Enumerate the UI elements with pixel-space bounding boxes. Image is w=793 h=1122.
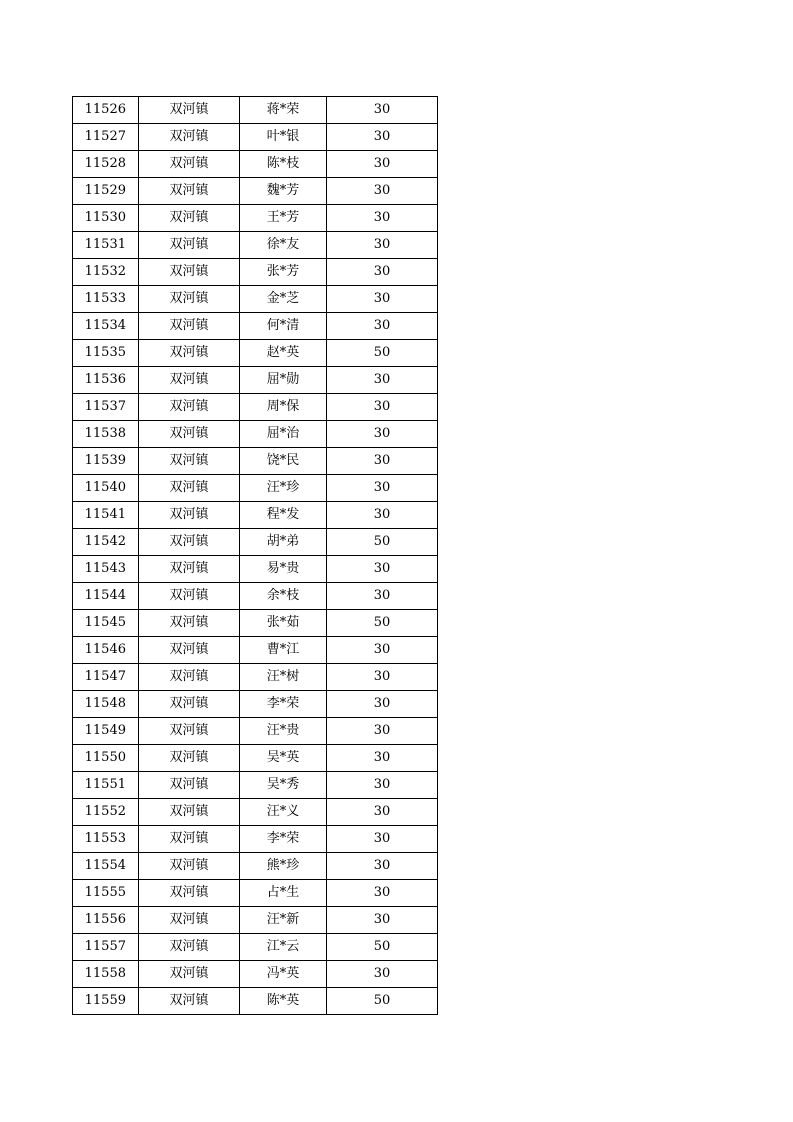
cell-town: 双河镇 <box>139 502 240 529</box>
cell-town: 双河镇 <box>139 934 240 961</box>
cell-id: 11558 <box>73 961 139 988</box>
table-row <box>73 232 438 259</box>
cell-amount: 30 <box>327 421 438 448</box>
cell-id: 11559 <box>73 988 139 1015</box>
cell-id: 11551 <box>73 772 139 799</box>
cell-amount: 30 <box>327 799 438 826</box>
cell-amount: 30 <box>327 853 438 880</box>
cell-id: 11537 <box>73 394 139 421</box>
table-row <box>73 961 438 988</box>
cell-amount: 30 <box>327 691 438 718</box>
cell-town: 双河镇 <box>139 718 240 745</box>
cell-town: 双河镇 <box>139 799 240 826</box>
cell-amount: 50 <box>327 934 438 961</box>
cell-id: 11544 <box>73 583 139 610</box>
cell-town: 双河镇 <box>139 313 240 340</box>
cell-town: 双河镇 <box>139 367 240 394</box>
cell-name: 胡*弟 <box>240 529 327 556</box>
cell-amount: 30 <box>327 502 438 529</box>
cell-amount: 50 <box>327 340 438 367</box>
cell-name: 陈*英 <box>240 988 327 1015</box>
cell-name: 汪*义 <box>240 799 327 826</box>
cell-amount: 30 <box>327 205 438 232</box>
cell-name: 何*清 <box>240 313 327 340</box>
cell-id: 11532 <box>73 259 139 286</box>
table-row <box>73 745 438 772</box>
cell-name: 饶*民 <box>240 448 327 475</box>
roster-table-body <box>73 97 438 1015</box>
table-row <box>73 799 438 826</box>
cell-amount: 30 <box>327 961 438 988</box>
cell-id: 11528 <box>73 151 139 178</box>
cell-amount: 30 <box>327 367 438 394</box>
cell-name: 冯*英 <box>240 961 327 988</box>
cell-amount: 30 <box>327 826 438 853</box>
cell-id: 11541 <box>73 502 139 529</box>
cell-town: 双河镇 <box>139 205 240 232</box>
cell-name: 屈*勋 <box>240 367 327 394</box>
cell-amount: 30 <box>327 151 438 178</box>
cell-name: 易*贵 <box>240 556 327 583</box>
table-row <box>73 826 438 853</box>
cell-id: 11527 <box>73 124 139 151</box>
cell-id: 11543 <box>73 556 139 583</box>
cell-id: 11530 <box>73 205 139 232</box>
cell-id: 11539 <box>73 448 139 475</box>
cell-id: 11553 <box>73 826 139 853</box>
cell-amount: 30 <box>327 313 438 340</box>
cell-id: 11556 <box>73 907 139 934</box>
cell-town: 双河镇 <box>139 97 240 124</box>
cell-name: 李*荣 <box>240 691 327 718</box>
cell-town: 双河镇 <box>139 232 240 259</box>
cell-name: 金*芝 <box>240 286 327 313</box>
table-row <box>73 205 438 232</box>
cell-name: 李*荣 <box>240 826 327 853</box>
cell-name: 吴*秀 <box>240 772 327 799</box>
table-row <box>73 313 438 340</box>
cell-name: 赵*英 <box>240 340 327 367</box>
cell-town: 双河镇 <box>139 907 240 934</box>
table-row <box>73 367 438 394</box>
cell-amount: 30 <box>327 259 438 286</box>
cell-amount: 30 <box>327 772 438 799</box>
table-row <box>73 637 438 664</box>
table-row <box>73 583 438 610</box>
cell-town: 双河镇 <box>139 340 240 367</box>
cell-id: 11549 <box>73 718 139 745</box>
cell-name: 蒋*荣 <box>240 97 327 124</box>
table-row <box>73 124 438 151</box>
cell-amount: 30 <box>327 97 438 124</box>
cell-id: 11531 <box>73 232 139 259</box>
cell-name: 汪*树 <box>240 664 327 691</box>
cell-name: 王*芳 <box>240 205 327 232</box>
table-row <box>73 475 438 502</box>
cell-name: 汪*珍 <box>240 475 327 502</box>
cell-town: 双河镇 <box>139 880 240 907</box>
cell-town: 双河镇 <box>139 178 240 205</box>
cell-name: 余*枝 <box>240 583 327 610</box>
cell-town: 双河镇 <box>139 826 240 853</box>
cell-town: 双河镇 <box>139 475 240 502</box>
cell-town: 双河镇 <box>139 637 240 664</box>
cell-amount: 30 <box>327 664 438 691</box>
table-row <box>73 988 438 1015</box>
cell-id: 11557 <box>73 934 139 961</box>
cell-town: 双河镇 <box>139 124 240 151</box>
cell-town: 双河镇 <box>139 529 240 556</box>
cell-id: 11548 <box>73 691 139 718</box>
cell-amount: 30 <box>327 286 438 313</box>
cell-amount: 50 <box>327 610 438 637</box>
cell-name: 汪*新 <box>240 907 327 934</box>
table-row <box>73 502 438 529</box>
cell-amount: 30 <box>327 178 438 205</box>
cell-name: 叶*银 <box>240 124 327 151</box>
table-row <box>73 259 438 286</box>
cell-amount: 30 <box>327 718 438 745</box>
cell-name: 占*生 <box>240 880 327 907</box>
cell-id: 11546 <box>73 637 139 664</box>
cell-town: 双河镇 <box>139 853 240 880</box>
cell-amount: 30 <box>327 745 438 772</box>
cell-town: 双河镇 <box>139 961 240 988</box>
cell-name: 曹*江 <box>240 637 327 664</box>
table-row <box>73 448 438 475</box>
table-row <box>73 340 438 367</box>
cell-town: 双河镇 <box>139 556 240 583</box>
cell-amount: 30 <box>327 880 438 907</box>
table-row <box>73 880 438 907</box>
cell-amount: 30 <box>327 475 438 502</box>
cell-name: 吴*英 <box>240 745 327 772</box>
cell-town: 双河镇 <box>139 610 240 637</box>
table-row <box>73 772 438 799</box>
cell-town: 双河镇 <box>139 664 240 691</box>
cell-town: 双河镇 <box>139 259 240 286</box>
table-row <box>73 610 438 637</box>
cell-town: 双河镇 <box>139 745 240 772</box>
cell-town: 双河镇 <box>139 583 240 610</box>
cell-town: 双河镇 <box>139 988 240 1015</box>
cell-id: 11536 <box>73 367 139 394</box>
table-row <box>73 286 438 313</box>
cell-town: 双河镇 <box>139 394 240 421</box>
cell-amount: 30 <box>327 907 438 934</box>
cell-id: 11526 <box>73 97 139 124</box>
cell-id: 11534 <box>73 313 139 340</box>
cell-name: 张*芳 <box>240 259 327 286</box>
roster-table <box>72 96 438 1015</box>
table-row <box>73 394 438 421</box>
cell-name: 汪*贵 <box>240 718 327 745</box>
cell-id: 11547 <box>73 664 139 691</box>
cell-name: 周*保 <box>240 394 327 421</box>
table-row <box>73 853 438 880</box>
cell-amount: 30 <box>327 394 438 421</box>
cell-name: 程*发 <box>240 502 327 529</box>
cell-id: 11540 <box>73 475 139 502</box>
cell-amount: 50 <box>327 988 438 1015</box>
cell-town: 双河镇 <box>139 448 240 475</box>
cell-town: 双河镇 <box>139 286 240 313</box>
table-row <box>73 718 438 745</box>
cell-id: 11550 <box>73 745 139 772</box>
table-row <box>73 907 438 934</box>
table-row <box>73 664 438 691</box>
cell-id: 11535 <box>73 340 139 367</box>
cell-name: 陈*枝 <box>240 151 327 178</box>
cell-id: 11554 <box>73 853 139 880</box>
cell-name: 熊*珍 <box>240 853 327 880</box>
cell-name: 屈*治 <box>240 421 327 448</box>
table-row <box>73 421 438 448</box>
table-row <box>73 97 438 124</box>
table-row <box>73 556 438 583</box>
table-row <box>73 178 438 205</box>
cell-name: 徐*友 <box>240 232 327 259</box>
cell-id: 11533 <box>73 286 139 313</box>
table-row <box>73 934 438 961</box>
cell-amount: 30 <box>327 232 438 259</box>
cell-amount: 30 <box>327 124 438 151</box>
cell-id: 11538 <box>73 421 139 448</box>
cell-town: 双河镇 <box>139 421 240 448</box>
table-row <box>73 691 438 718</box>
cell-id: 11542 <box>73 529 139 556</box>
table-row <box>73 151 438 178</box>
cell-id: 11545 <box>73 610 139 637</box>
cell-id: 11552 <box>73 799 139 826</box>
cell-amount: 30 <box>327 637 438 664</box>
cell-town: 双河镇 <box>139 772 240 799</box>
cell-name: 江*云 <box>240 934 327 961</box>
cell-name: 张*茹 <box>240 610 327 637</box>
cell-town: 双河镇 <box>139 151 240 178</box>
cell-id: 11529 <box>73 178 139 205</box>
cell-amount: 30 <box>327 556 438 583</box>
cell-amount: 50 <box>327 529 438 556</box>
cell-amount: 30 <box>327 583 438 610</box>
cell-id: 11555 <box>73 880 139 907</box>
table-row <box>73 529 438 556</box>
cell-amount: 30 <box>327 448 438 475</box>
cell-town: 双河镇 <box>139 691 240 718</box>
cell-name: 魏*芳 <box>240 178 327 205</box>
